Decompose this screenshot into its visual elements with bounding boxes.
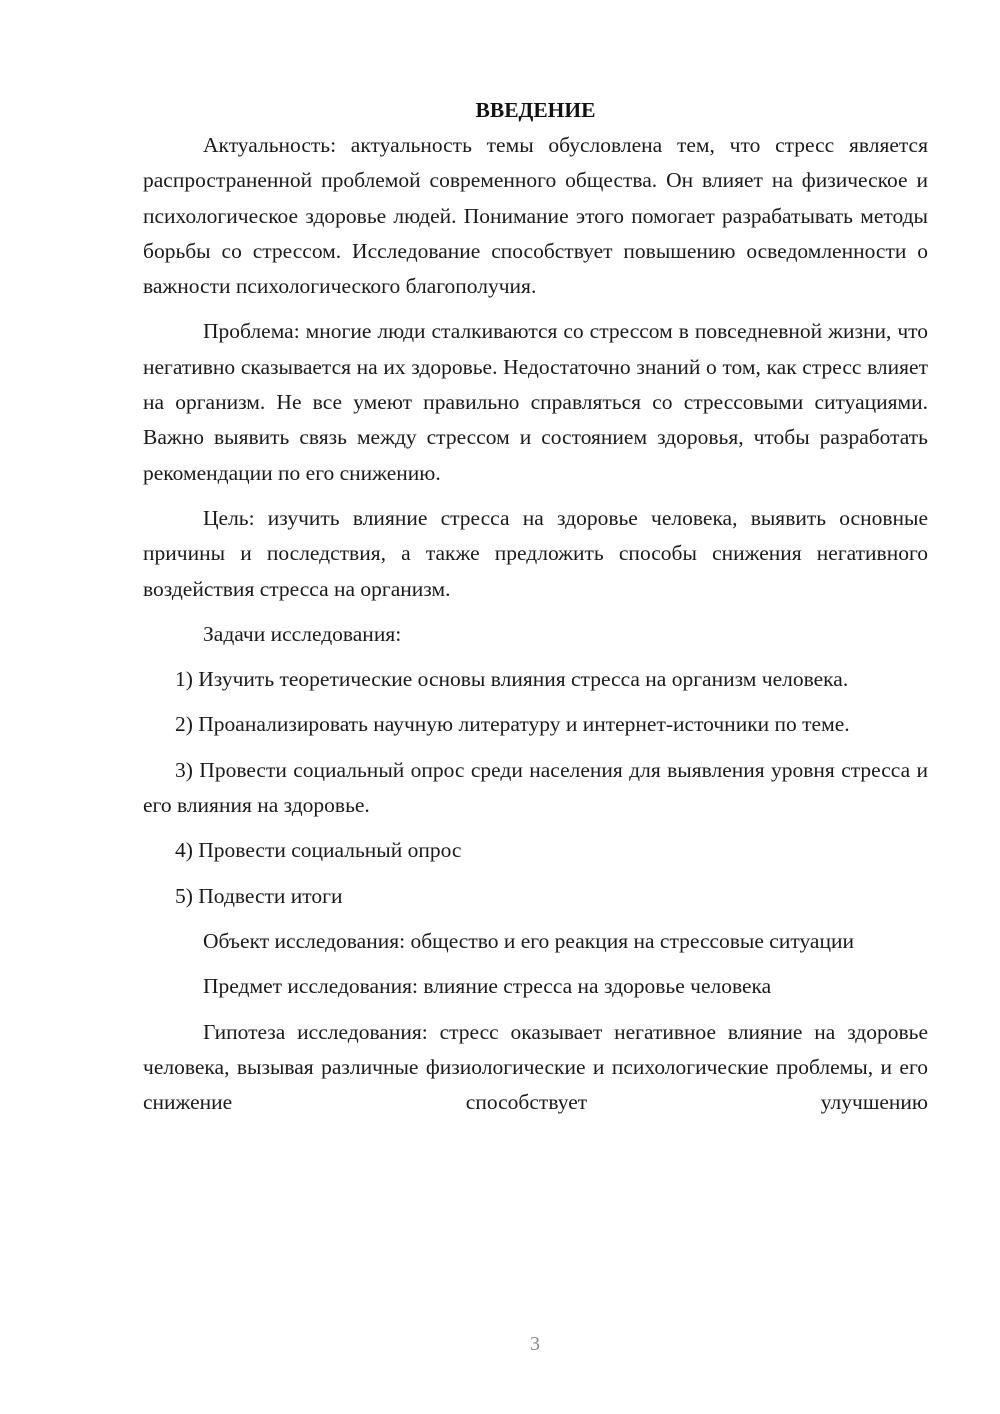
paragraph-hypothesis: Гипотеза исследования: стресс оказывает негативное влияние на здоровье человека, вызывая различные физиологические и психологические проблемы, и его снижение способствует улучшению — [143, 1019, 928, 1115]
task-item-3: 3) Провести социальный опрос среди населения для выявления уровня стресса и его влияния на здоровье. — [143, 757, 928, 818]
task-item-2: 2) Проанализировать научную литературу и интернет-источники по теме. — [175, 712, 850, 737]
document-body — [143, 92, 928, 1130]
task-item-1: 1) Изучить теоретические основы влияния стресса на организм человека. — [175, 667, 849, 692]
task-item-5: 5) Подвести итоги — [175, 883, 343, 908]
task-item-4: 4) Провести социальный опрос — [175, 838, 462, 863]
paragraph-subject: Предмет исследования: влияние стресса на здоровье человека — [203, 974, 772, 999]
paragraph-goal: Цель: изучить влияние стресса на здоровье человека, выявить основные причины и последствия, а также предложить способы снижения негативного воздействия стресса на организм. — [143, 505, 928, 601]
paragraph-object: Объект исследования: общество и его реакция на стрессовые ситуации — [203, 928, 854, 953]
page-title: ВВЕДЕНИЕ — [475, 98, 596, 122]
tasks-title: Задачи исследования: — [203, 621, 402, 646]
page-number: 3 — [530, 1333, 540, 1355]
paragraph-problem: Проблема: многие люди сталкиваются со стрессом в повседневной жизни, что негативно сказывается на их здоровье. Недостаточно знаний о том, как стресс влияет на организм. Не все умеют правильно справляться со стрессовыми ситуациями. Важно выявить связь между стрессом и состоянием здоровья, чтобы разработать рекомендации по его снижению. — [143, 319, 928, 485]
paragraph-relevance: Актуальность: актуальность темы обусловлена тем, что стресс является распространенной проблемой современного общества. Он влияет на физическое и психологическое здоровье людей. Понимание этого помогает разрабатывать методы борьбы со стрессом. Исследование способствует повышению осведомленности о важности психологического благополучия. — [143, 133, 928, 299]
